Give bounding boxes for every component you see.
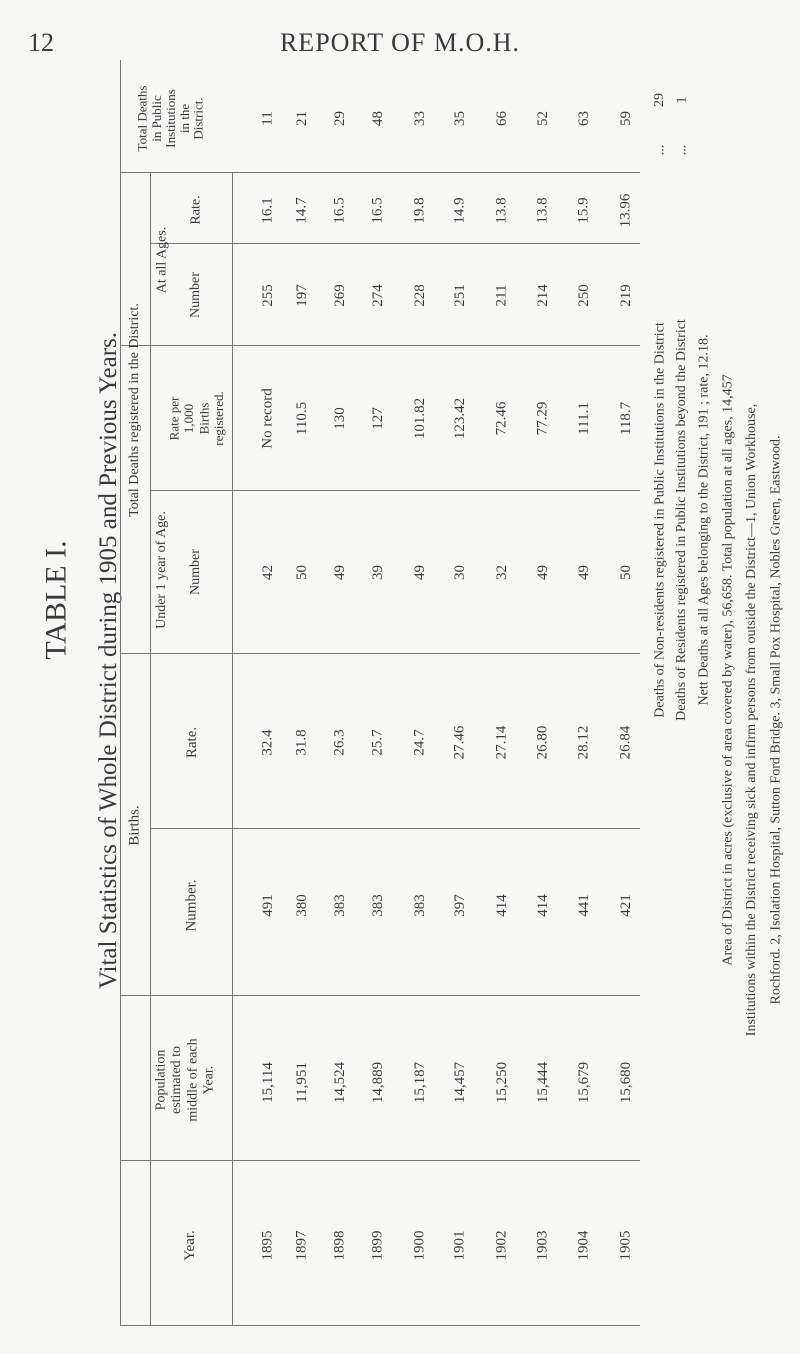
cell-population: 14,889	[369, 1061, 386, 1103]
cell-under1-rate: 110.5	[293, 401, 310, 435]
cell-institutions: 21	[293, 110, 310, 126]
cell-under1-rate: 101.82	[411, 397, 428, 439]
header-allages: At all Ages.	[153, 226, 169, 294]
cell-births-number: 414	[534, 893, 551, 917]
header-births-rate: Rate.	[183, 726, 200, 758]
footnote-value: 29	[652, 93, 667, 107]
cell-institutions: 11	[259, 110, 276, 126]
cell-institutions: 29	[331, 110, 348, 126]
cell-births-number: 421	[617, 893, 634, 917]
header-allages-number: Number	[187, 272, 203, 318]
cell-allages-number: 274	[369, 283, 386, 307]
cell-births-number: 414	[493, 893, 510, 917]
cell-allages-rate: 14.9	[451, 196, 468, 224]
cell-births-number: 383	[369, 893, 386, 917]
rule	[150, 172, 151, 1325]
cell-allages-rate: 16.1	[259, 196, 276, 224]
cell-population: 15,250	[493, 1061, 510, 1103]
table-title: TABLE I.	[39, 540, 73, 660]
rule	[232, 172, 233, 1325]
cell-allages-rate: 19.8	[411, 196, 428, 224]
cell-births-rate: 26.80	[534, 725, 551, 759]
cell-under1-number: 50	[293, 564, 310, 580]
cell-under1-number: 32	[493, 564, 510, 580]
footnote-value: 1	[674, 96, 689, 104]
cell-allages-rate: 13.96	[617, 193, 634, 227]
cell-under1-rate: 77.29	[534, 401, 551, 435]
cell-under1-rate: 123.42	[451, 397, 468, 439]
cell-year: 1898	[331, 1230, 348, 1260]
footnote-dots: ...	[651, 144, 667, 156]
header-institutions: District.	[190, 96, 206, 140]
cell-allages-rate: 15.9	[575, 196, 592, 224]
cell-allages-number: 211	[493, 284, 510, 306]
page-number: 12	[28, 28, 54, 57]
header-population: middle of each	[185, 1038, 201, 1122]
footnote: Institutions within the District receiving sick and infirm persons from outside the District—1, Union Workhouse,	[744, 403, 760, 1037]
header-under1: Under 1 year of Age.	[153, 511, 169, 629]
cell-under1-number: 39	[369, 564, 386, 580]
cell-births-number: 441	[575, 893, 592, 917]
cell-year: 1903	[534, 1230, 551, 1260]
cell-institutions: 35	[451, 110, 468, 126]
cell-institutions: 59	[617, 110, 634, 126]
footnote: Deaths of Residents registered in Public Institutions beyond the District	[673, 319, 689, 721]
cell-allages-rate: 16.5	[331, 196, 348, 224]
cell-year: 1905	[617, 1230, 634, 1260]
table-subtitle: Vital Statistics of Whole District during 1905 and Previous Years.	[94, 331, 122, 989]
rule	[150, 243, 640, 244]
rule	[120, 1325, 640, 1326]
cell-allages-number: 197	[293, 283, 310, 307]
cell-under1-number: 42	[259, 564, 276, 580]
cell-under1-number: 49	[331, 564, 348, 580]
header-under1-rate: 1,000	[181, 403, 197, 433]
header-year: Year.	[181, 1229, 198, 1261]
header-under1-rate: registered.	[210, 390, 226, 446]
cell-under1-number: 49	[534, 564, 551, 580]
cell-year: 1895	[259, 1230, 276, 1260]
header-under1-rate: Births	[195, 402, 211, 434]
rule	[150, 828, 640, 829]
cell-births-rate: 27.14	[493, 725, 510, 759]
cell-under1-number: 49	[411, 564, 428, 580]
cell-year: 1901	[451, 1230, 468, 1260]
cell-births-number: 397	[451, 893, 468, 917]
cell-under1-number: 50	[617, 564, 634, 580]
header-births-number: Number.	[183, 878, 200, 932]
header-institutions: in Public	[148, 94, 164, 142]
rule	[120, 345, 640, 346]
running-head: REPORT OF M.O.H.	[279, 28, 521, 57]
cell-births-rate: 25.7	[369, 728, 386, 756]
cell-population: 15,679	[575, 1061, 592, 1103]
cell-under1-number: 49	[575, 564, 592, 580]
rule	[120, 60, 121, 1325]
footnote: Rochford. 2, Isolation Hospital, Sutton Ford Bridge. 3, Small Pox Hospital, Nobles Green, Eastwood.	[767, 435, 783, 1005]
cell-year: 1897	[293, 1230, 310, 1260]
header-institutions: Institutions	[162, 88, 178, 148]
footnote: Nett Deaths at all Ages belonging to the District, 191 ; rate, 12.18.	[695, 334, 711, 706]
rule	[120, 172, 640, 173]
cell-allages-number: 251	[451, 283, 468, 307]
cell-allages-number: 228	[411, 283, 428, 307]
cell-allages-number: 255	[259, 283, 276, 307]
cell-allages-rate: 13.8	[534, 196, 551, 224]
header-population: estimated to	[169, 1045, 185, 1115]
footnote-dots: ...	[673, 144, 689, 156]
cell-under1-rate: 72.46	[493, 401, 510, 435]
footnote: Area of District in acres (exclusive of area covered by water), 56,658. Total population at all ages, 14,457	[720, 374, 736, 966]
header-under1-rate: Rate per	[165, 396, 181, 440]
cell-births-rate: 27.46	[451, 725, 468, 759]
cell-institutions: 52	[534, 110, 551, 126]
cell-institutions: 66	[493, 110, 510, 126]
cell-year: 1904	[575, 1230, 592, 1260]
header-births: Births.	[126, 804, 143, 846]
rule	[120, 1160, 640, 1161]
cell-births-rate: 26.84	[617, 725, 634, 759]
cell-births-rate: 26.3	[331, 728, 348, 756]
footnote: Deaths of Non-residents registered in Public Institutions in the District	[652, 322, 668, 718]
cell-population: 15,187	[411, 1061, 428, 1103]
cell-population: 14,524	[331, 1061, 348, 1103]
cell-births-rate: 24.7	[411, 728, 428, 756]
cell-population: 15,114	[259, 1061, 276, 1103]
rule	[120, 653, 640, 654]
cell-population: 15,444	[534, 1061, 551, 1103]
header-allages-rate: Rate.	[188, 195, 204, 225]
rule	[150, 490, 640, 491]
cell-allages-rate: 16.5	[369, 196, 386, 224]
header-population: Year.	[200, 1065, 216, 1095]
cell-population: 14,457	[451, 1061, 468, 1103]
cell-allages-number: 214	[534, 283, 551, 307]
header-deaths-group: Total Deaths registered in the District.	[126, 303, 142, 517]
cell-allages-number: 269	[331, 283, 348, 307]
cell-allages-number: 219	[617, 283, 634, 307]
header-institutions: Total Deaths	[134, 85, 150, 151]
cell-institutions: 48	[369, 110, 386, 126]
cell-allages-number: 250	[575, 283, 592, 307]
cell-year: 1902	[493, 1230, 510, 1260]
cell-births-number: 383	[331, 893, 348, 917]
cell-births-rate: 28.12	[575, 725, 592, 759]
rule	[120, 995, 640, 996]
cell-population: 11,951	[293, 1061, 310, 1103]
header-population: Population	[152, 1049, 168, 1111]
cell-under1-rate: 130	[331, 406, 348, 430]
cell-births-rate: 32.4	[259, 728, 276, 756]
cell-under1-rate: 118.7	[617, 401, 634, 435]
cell-births-rate: 31.8	[293, 728, 310, 756]
cell-under1-rate: 127	[369, 406, 386, 430]
cell-institutions: 63	[575, 110, 592, 126]
cell-allages-rate: 13.8	[493, 196, 510, 224]
header-under1-number: Number	[187, 549, 203, 595]
cell-year: 1900	[411, 1230, 428, 1260]
cell-under1-rate: 111.1	[575, 401, 592, 435]
cell-under1-number: 30	[451, 564, 468, 580]
cell-births-number: 383	[411, 893, 428, 917]
cell-year: 1899	[369, 1230, 386, 1260]
cell-births-number: 491	[259, 893, 276, 917]
cell-institutions: 33	[411, 110, 428, 126]
cell-population: 15,680	[617, 1061, 634, 1103]
cell-allages-rate: 14.7	[293, 196, 310, 224]
header-institutions: in the	[176, 103, 192, 133]
cell-births-number: 380	[293, 893, 310, 917]
cell-no-record: No record	[259, 387, 276, 449]
